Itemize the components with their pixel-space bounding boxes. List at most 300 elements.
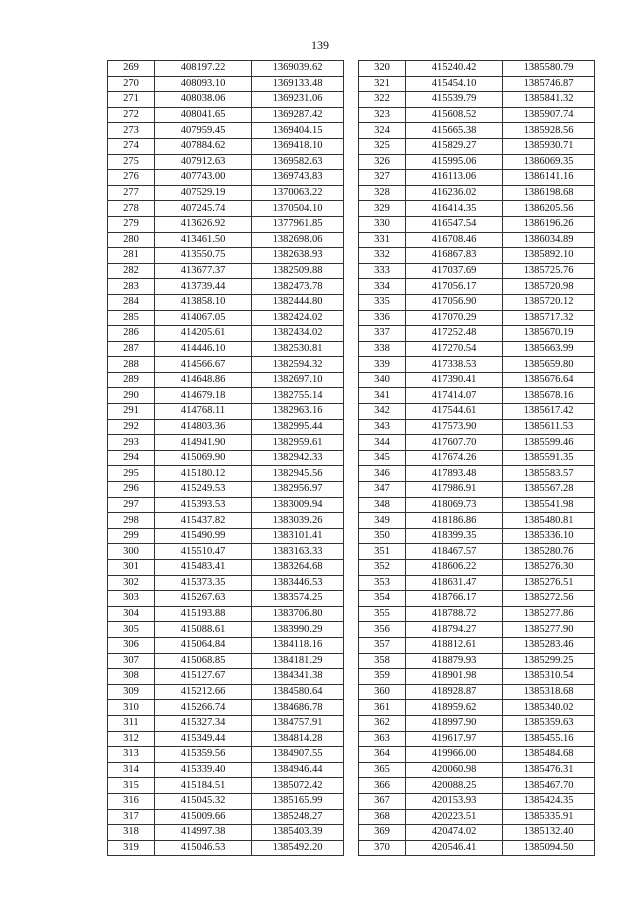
table-row	[108, 513, 344, 529]
table-row	[359, 357, 595, 373]
y-coordinate-cell: 1369287.42	[252, 107, 344, 123]
point-number-cell: 354	[359, 591, 406, 607]
table-row	[108, 591, 344, 607]
y-coordinate-cell: 1385276.30	[503, 560, 595, 576]
y-coordinate-cell: 1385670.19	[503, 326, 595, 342]
table-row	[108, 793, 344, 809]
y-coordinate-cell: 1369133.48	[252, 76, 344, 92]
x-coordinate-cell: 413739.44	[155, 279, 252, 295]
point-number-cell: 351	[359, 544, 406, 560]
x-coordinate-cell: 415266.74	[155, 700, 252, 716]
y-coordinate-cell: 1385725.76	[503, 263, 595, 279]
point-number-cell: 305	[108, 622, 155, 638]
x-coordinate-cell: 417270.54	[406, 341, 503, 357]
y-coordinate-cell: 1384907.55	[252, 747, 344, 763]
table-row	[108, 840, 344, 856]
y-coordinate-cell: 1385335.91	[503, 809, 595, 825]
table-row	[359, 606, 595, 622]
x-coordinate-cell: 415490.99	[155, 528, 252, 544]
table-row	[359, 731, 595, 747]
point-number-cell: 271	[108, 92, 155, 108]
point-number-cell: 310	[108, 700, 155, 716]
point-number-cell: 330	[359, 216, 406, 232]
table-row	[108, 357, 344, 373]
table-row	[359, 544, 595, 560]
x-coordinate-cell: 416113.06	[406, 170, 503, 186]
table-row	[108, 762, 344, 778]
table-row	[359, 762, 595, 778]
y-coordinate-cell: 1384814.28	[252, 731, 344, 747]
y-coordinate-cell: 1385678.16	[503, 388, 595, 404]
y-coordinate-cell: 1385676.64	[503, 372, 595, 388]
x-coordinate-cell: 419617.97	[406, 731, 503, 747]
x-coordinate-cell: 415539.79	[406, 92, 503, 108]
y-coordinate-cell: 1386034.89	[503, 232, 595, 248]
y-coordinate-cell: 1385072.42	[252, 778, 344, 794]
table-row	[359, 840, 595, 856]
point-number-cell: 311	[108, 715, 155, 731]
table-row	[359, 435, 595, 451]
point-number-cell: 300	[108, 544, 155, 560]
point-number-cell: 345	[359, 450, 406, 466]
x-coordinate-cell: 417338.53	[406, 357, 503, 373]
y-coordinate-cell: 1369582.63	[252, 154, 344, 170]
x-coordinate-cell: 415068.85	[155, 653, 252, 669]
point-number-cell: 281	[108, 248, 155, 264]
x-coordinate-cell: 415088.61	[155, 622, 252, 638]
page-number: 139	[311, 38, 329, 52]
x-coordinate-cell: 407912.63	[155, 154, 252, 170]
x-coordinate-cell: 420060.98	[406, 762, 503, 778]
point-number-cell: 313	[108, 747, 155, 763]
table-row	[108, 544, 344, 560]
table-row	[108, 528, 344, 544]
x-coordinate-cell: 418631.47	[406, 575, 503, 591]
table-row	[359, 825, 595, 841]
point-number-cell: 288	[108, 357, 155, 373]
point-number-cell: 301	[108, 560, 155, 576]
x-coordinate-cell: 417674.26	[406, 450, 503, 466]
y-coordinate-cell: 1383990.29	[252, 622, 344, 638]
table-row	[359, 294, 595, 310]
point-number-cell: 304	[108, 606, 155, 622]
point-number-cell: 323	[359, 107, 406, 123]
y-coordinate-cell: 1385480.81	[503, 513, 595, 529]
x-coordinate-cell: 415212.66	[155, 684, 252, 700]
x-coordinate-cell: 415046.53	[155, 840, 252, 856]
table-row	[359, 809, 595, 825]
x-coordinate-cell: 418812.61	[406, 637, 503, 653]
x-coordinate-cell: 418928.87	[406, 684, 503, 700]
point-number-cell: 287	[108, 341, 155, 357]
table-row	[359, 326, 595, 342]
y-coordinate-cell: 1385283.46	[503, 637, 595, 653]
y-coordinate-cell: 1383446.53	[252, 575, 344, 591]
point-number-cell: 292	[108, 419, 155, 435]
table-row	[108, 107, 344, 123]
table-row	[108, 138, 344, 154]
x-coordinate-cell: 419966.00	[406, 747, 503, 763]
point-number-cell: 326	[359, 154, 406, 170]
table-row	[359, 92, 595, 108]
y-coordinate-cell: 1386196.26	[503, 216, 595, 232]
point-number-cell: 318	[108, 825, 155, 841]
x-coordinate-cell: 416547.54	[406, 216, 503, 232]
point-number-cell: 327	[359, 170, 406, 186]
x-coordinate-cell: 420088.25	[406, 778, 503, 794]
point-number-cell: 269	[108, 61, 155, 77]
x-coordinate-cell: 418959.62	[406, 700, 503, 716]
y-coordinate-cell: 1382434.02	[252, 326, 344, 342]
table-row	[359, 263, 595, 279]
x-coordinate-cell: 418467.57	[406, 544, 503, 560]
x-coordinate-cell: 417414.07	[406, 388, 503, 404]
point-number-cell: 299	[108, 528, 155, 544]
table-row	[359, 497, 595, 513]
table-row	[359, 778, 595, 794]
y-coordinate-cell: 1384757.91	[252, 715, 344, 731]
table-row	[108, 326, 344, 342]
point-number-cell: 325	[359, 138, 406, 154]
x-coordinate-cell: 420474.02	[406, 825, 503, 841]
y-coordinate-cell: 1383706.80	[252, 606, 344, 622]
x-coordinate-cell: 415373.35	[155, 575, 252, 591]
table-row	[108, 450, 344, 466]
y-coordinate-cell: 1385310.54	[503, 669, 595, 685]
table-row	[359, 123, 595, 139]
y-coordinate-cell: 1385336.10	[503, 528, 595, 544]
point-number-cell: 337	[359, 326, 406, 342]
x-coordinate-cell: 407743.00	[155, 170, 252, 186]
x-coordinate-cell: 418069.73	[406, 497, 503, 513]
y-coordinate-cell: 1385492.20	[252, 840, 344, 856]
y-coordinate-cell: 1382963.16	[252, 404, 344, 420]
x-coordinate-cell: 414941.90	[155, 435, 252, 451]
x-coordinate-cell: 416236.02	[406, 185, 503, 201]
x-coordinate-cell: 415009.66	[155, 809, 252, 825]
x-coordinate-cell: 407245.74	[155, 201, 252, 217]
point-number-cell: 315	[108, 778, 155, 794]
point-number-cell: 282	[108, 263, 155, 279]
point-number-cell: 290	[108, 388, 155, 404]
x-coordinate-cell: 408038.06	[155, 92, 252, 108]
point-number-cell: 270	[108, 76, 155, 92]
y-coordinate-cell: 1385841.32	[503, 92, 595, 108]
y-coordinate-cell: 1370063.22	[252, 185, 344, 201]
point-number-cell: 275	[108, 154, 155, 170]
y-coordinate-cell: 1385248.27	[252, 809, 344, 825]
table-row	[359, 372, 595, 388]
x-coordinate-cell: 415180.12	[155, 466, 252, 482]
y-coordinate-cell: 1382945.56	[252, 466, 344, 482]
x-coordinate-cell: 417986.91	[406, 482, 503, 498]
y-coordinate-cell: 1386205.56	[503, 201, 595, 217]
point-number-cell: 363	[359, 731, 406, 747]
point-number-cell: 349	[359, 513, 406, 529]
x-coordinate-cell: 414679.18	[155, 388, 252, 404]
table-row	[359, 232, 595, 248]
x-coordinate-cell: 415327.34	[155, 715, 252, 731]
y-coordinate-cell: 1385611.53	[503, 419, 595, 435]
table-row	[359, 388, 595, 404]
x-coordinate-cell: 413677.37	[155, 263, 252, 279]
x-coordinate-cell: 415608.52	[406, 107, 503, 123]
y-coordinate-cell: 1385277.90	[503, 622, 595, 638]
x-coordinate-cell: 408041.65	[155, 107, 252, 123]
point-number-cell: 368	[359, 809, 406, 825]
point-number-cell: 289	[108, 372, 155, 388]
table-row	[359, 61, 595, 77]
table-row	[108, 653, 344, 669]
x-coordinate-cell: 415064.84	[155, 637, 252, 653]
table-row	[359, 747, 595, 763]
table-row	[359, 466, 595, 482]
x-coordinate-cell: 414648.86	[155, 372, 252, 388]
y-coordinate-cell: 1385094.50	[503, 840, 595, 856]
x-coordinate-cell: 415349.44	[155, 731, 252, 747]
table-row	[359, 76, 595, 92]
point-number-cell: 295	[108, 466, 155, 482]
y-coordinate-cell: 1384580.64	[252, 684, 344, 700]
y-coordinate-cell: 1385277.86	[503, 606, 595, 622]
x-coordinate-cell: 418788.72	[406, 606, 503, 622]
y-coordinate-cell: 1385907.74	[503, 107, 595, 123]
x-coordinate-cell: 417056.17	[406, 279, 503, 295]
table-row	[359, 154, 595, 170]
x-coordinate-cell: 415069.90	[155, 450, 252, 466]
y-coordinate-cell: 1385403.39	[252, 825, 344, 841]
x-coordinate-cell: 417070.29	[406, 310, 503, 326]
x-coordinate-cell: 408197.22	[155, 61, 252, 77]
y-coordinate-cell: 1369404.15	[252, 123, 344, 139]
x-coordinate-cell: 416414.35	[406, 201, 503, 217]
point-number-cell: 309	[108, 684, 155, 700]
point-number-cell: 341	[359, 388, 406, 404]
y-coordinate-cell: 1369039.62	[252, 61, 344, 77]
point-number-cell: 278	[108, 201, 155, 217]
y-coordinate-cell: 1385318.68	[503, 684, 595, 700]
table-row	[359, 622, 595, 638]
table-row	[359, 341, 595, 357]
point-number-cell: 370	[359, 840, 406, 856]
table-row	[108, 201, 344, 217]
point-number-cell: 297	[108, 497, 155, 513]
y-coordinate-cell: 1382638.93	[252, 248, 344, 264]
table-row	[108, 435, 344, 451]
y-coordinate-cell: 1384946.44	[252, 762, 344, 778]
point-number-cell: 348	[359, 497, 406, 513]
y-coordinate-cell: 1369418.10	[252, 138, 344, 154]
point-number-cell: 344	[359, 435, 406, 451]
point-number-cell: 329	[359, 201, 406, 217]
x-coordinate-cell: 415393.53	[155, 497, 252, 513]
x-coordinate-cell: 415339.40	[155, 762, 252, 778]
table-row	[108, 388, 344, 404]
point-number-cell: 272	[108, 107, 155, 123]
y-coordinate-cell: 1385720.12	[503, 294, 595, 310]
point-number-cell: 284	[108, 294, 155, 310]
point-number-cell: 307	[108, 653, 155, 669]
point-number-cell: 283	[108, 279, 155, 295]
y-coordinate-cell: 1385455.16	[503, 731, 595, 747]
x-coordinate-cell: 420153.93	[406, 793, 503, 809]
y-coordinate-cell: 1385580.79	[503, 61, 595, 77]
x-coordinate-cell: 415483.41	[155, 560, 252, 576]
table-row	[108, 669, 344, 685]
point-number-cell: 317	[108, 809, 155, 825]
table-row	[359, 419, 595, 435]
x-coordinate-cell: 415995.06	[406, 154, 503, 170]
point-number-cell: 365	[359, 762, 406, 778]
table-row	[359, 513, 595, 529]
point-number-cell: 280	[108, 232, 155, 248]
y-coordinate-cell: 1385930.71	[503, 138, 595, 154]
table-row	[359, 684, 595, 700]
point-number-cell: 353	[359, 575, 406, 591]
table-row	[108, 263, 344, 279]
y-coordinate-cell: 1385659.80	[503, 357, 595, 373]
point-number-cell: 274	[108, 138, 155, 154]
point-number-cell: 366	[359, 778, 406, 794]
x-coordinate-cell: 420546.41	[406, 840, 503, 856]
x-coordinate-cell: 417893.48	[406, 466, 503, 482]
point-number-cell: 324	[359, 123, 406, 139]
point-number-cell: 298	[108, 513, 155, 529]
point-number-cell: 273	[108, 123, 155, 139]
table-row	[359, 138, 595, 154]
table-row	[359, 575, 595, 591]
table-row	[108, 575, 344, 591]
table-row	[359, 793, 595, 809]
y-coordinate-cell: 1385280.76	[503, 544, 595, 560]
table-row	[359, 404, 595, 420]
point-number-cell: 286	[108, 326, 155, 342]
y-coordinate-cell: 1385583.57	[503, 466, 595, 482]
table-row	[359, 528, 595, 544]
table-row	[108, 404, 344, 420]
y-coordinate-cell: 1385663.99	[503, 341, 595, 357]
point-number-cell: 359	[359, 669, 406, 685]
x-coordinate-cell: 417544.61	[406, 404, 503, 420]
point-number-cell: 362	[359, 715, 406, 731]
x-coordinate-cell: 414067.05	[155, 310, 252, 326]
y-coordinate-cell: 1384181.29	[252, 653, 344, 669]
point-number-cell: 356	[359, 622, 406, 638]
x-coordinate-cell: 418186.86	[406, 513, 503, 529]
point-number-cell: 314	[108, 762, 155, 778]
x-coordinate-cell: 408093.10	[155, 76, 252, 92]
x-coordinate-cell: 418399.35	[406, 528, 503, 544]
table-row	[359, 715, 595, 731]
x-coordinate-cell: 417390.41	[406, 372, 503, 388]
x-coordinate-cell: 418766.17	[406, 591, 503, 607]
y-coordinate-cell: 1369743.83	[252, 170, 344, 186]
point-number-cell: 308	[108, 669, 155, 685]
x-coordinate-cell: 413626.92	[155, 216, 252, 232]
point-number-cell: 332	[359, 248, 406, 264]
x-coordinate-cell: 415510.47	[155, 544, 252, 560]
y-coordinate-cell: 1385591.35	[503, 450, 595, 466]
x-coordinate-cell: 418606.22	[406, 560, 503, 576]
y-coordinate-cell: 1384686.78	[252, 700, 344, 716]
point-number-cell: 342	[359, 404, 406, 420]
x-coordinate-cell: 414997.38	[155, 825, 252, 841]
table-row	[108, 248, 344, 264]
y-coordinate-cell: 1385617.42	[503, 404, 595, 420]
point-number-cell: 355	[359, 606, 406, 622]
x-coordinate-cell: 407959.45	[155, 123, 252, 139]
point-number-cell: 347	[359, 482, 406, 498]
point-number-cell: 357	[359, 637, 406, 653]
table-row	[108, 372, 344, 388]
y-coordinate-cell: 1385746.87	[503, 76, 595, 92]
x-coordinate-cell: 414205.61	[155, 326, 252, 342]
y-coordinate-cell: 1385132.40	[503, 825, 595, 841]
point-number-cell: 277	[108, 185, 155, 201]
x-coordinate-cell: 417252.48	[406, 326, 503, 342]
y-coordinate-cell: 1386069.35	[503, 154, 595, 170]
point-number-cell: 320	[359, 61, 406, 77]
y-coordinate-cell: 1385276.51	[503, 575, 595, 591]
y-coordinate-cell: 1385717.32	[503, 310, 595, 326]
y-coordinate-cell: 1383039.26	[252, 513, 344, 529]
x-coordinate-cell: 414803.36	[155, 419, 252, 435]
table-row	[359, 700, 595, 716]
y-coordinate-cell: 1383009.94	[252, 497, 344, 513]
x-coordinate-cell: 407884.62	[155, 138, 252, 154]
x-coordinate-cell: 420223.51	[406, 809, 503, 825]
y-coordinate-cell: 1382473.78	[252, 279, 344, 295]
point-number-cell: 302	[108, 575, 155, 591]
y-coordinate-cell: 1383101.41	[252, 528, 344, 544]
y-coordinate-cell: 1382444.80	[252, 294, 344, 310]
y-coordinate-cell: 1385484.68	[503, 747, 595, 763]
y-coordinate-cell: 1370504.10	[252, 201, 344, 217]
point-number-cell: 294	[108, 450, 155, 466]
y-coordinate-cell: 1382755.14	[252, 388, 344, 404]
x-coordinate-cell: 413858.10	[155, 294, 252, 310]
y-coordinate-cell: 1385467.70	[503, 778, 595, 794]
y-coordinate-cell: 1385359.63	[503, 715, 595, 731]
table-row	[108, 216, 344, 232]
table-row	[108, 747, 344, 763]
point-number-cell: 340	[359, 372, 406, 388]
point-number-cell: 343	[359, 419, 406, 435]
point-number-cell: 285	[108, 310, 155, 326]
x-coordinate-cell: 407529.19	[155, 185, 252, 201]
x-coordinate-cell: 418901.98	[406, 669, 503, 685]
x-coordinate-cell: 416867.83	[406, 248, 503, 264]
point-number-cell: 358	[359, 653, 406, 669]
table-row	[359, 170, 595, 186]
table-row	[359, 201, 595, 217]
y-coordinate-cell: 1385720.98	[503, 279, 595, 295]
point-number-cell: 352	[359, 560, 406, 576]
y-coordinate-cell: 1383163.33	[252, 544, 344, 560]
x-coordinate-cell: 417607.70	[406, 435, 503, 451]
table-row	[108, 825, 344, 841]
table-row	[108, 809, 344, 825]
y-coordinate-cell: 1382594.32	[252, 357, 344, 373]
y-coordinate-cell: 1369231.06	[252, 92, 344, 108]
x-coordinate-cell: 415045.32	[155, 793, 252, 809]
x-coordinate-cell: 414768.11	[155, 404, 252, 420]
y-coordinate-cell: 1382698.06	[252, 232, 344, 248]
point-number-cell: 322	[359, 92, 406, 108]
x-coordinate-cell: 413550.75	[155, 248, 252, 264]
y-coordinate-cell: 1383264.68	[252, 560, 344, 576]
x-coordinate-cell: 414566.67	[155, 357, 252, 373]
